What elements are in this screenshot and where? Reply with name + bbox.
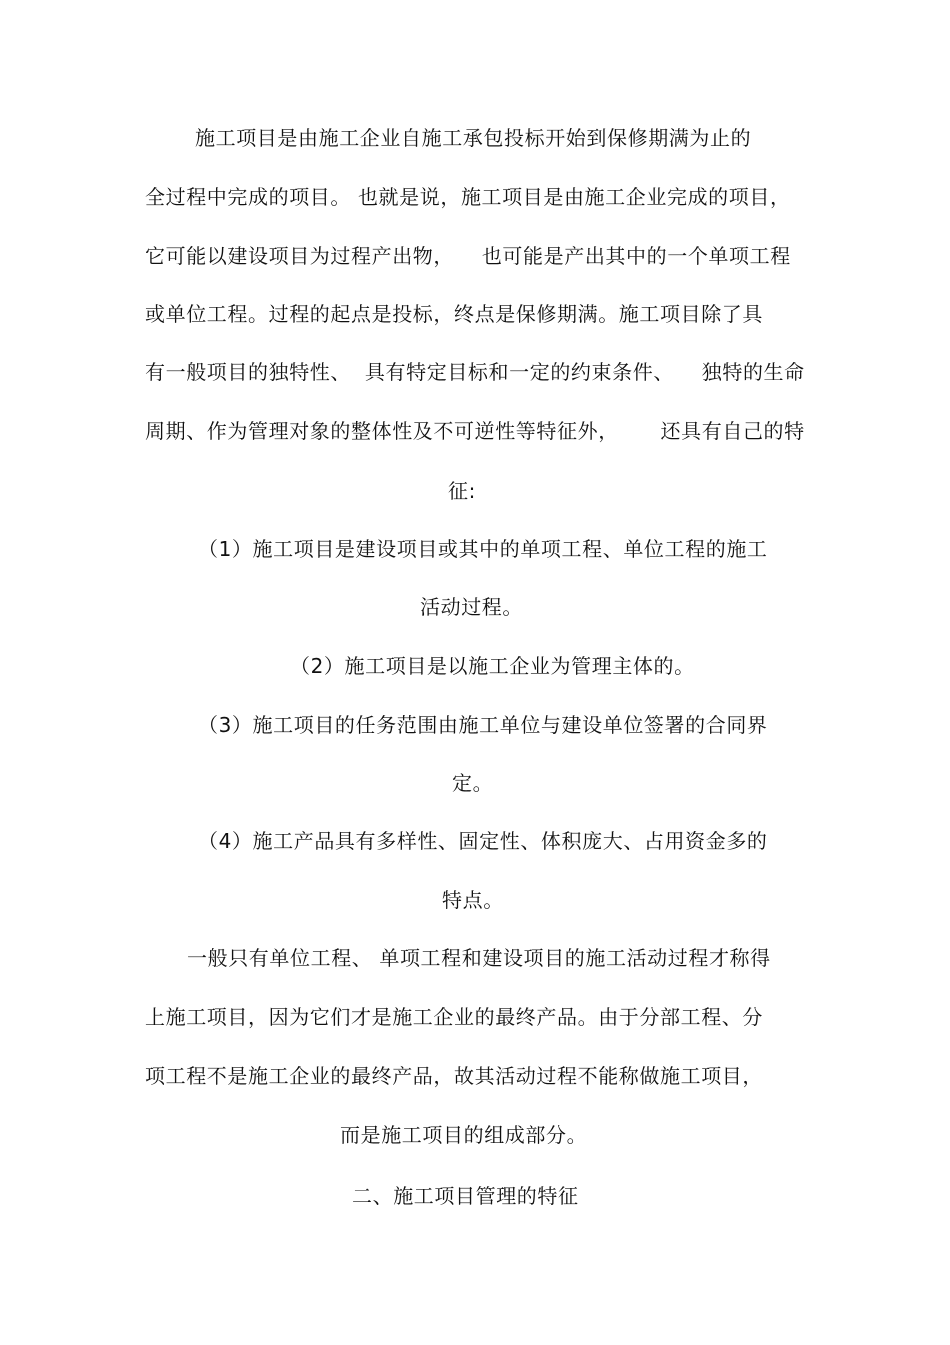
paragraph-line: 上施工项目，因为它们才是施工企业的最终产品。由于分部工程、分: [145, 1005, 763, 1029]
paragraph-line: 施工项目是由施工企业自施工承包投标开始到保修期满为止的: [195, 126, 752, 150]
list-item-1-line: （1）施工项目是建设项目或其中的单项工程、单位工程的施工: [198, 537, 768, 561]
paragraph-line: 或单位工程。过程的起点是投标，终点是保修期满。施工项目除了具: [145, 302, 763, 326]
paragraph-line: 一般只有单位工程、 单项工程和建设项目的施工活动过程才称得: [187, 946, 771, 970]
paragraph-line: 征:: [448, 479, 476, 503]
list-item-3-line: 定。: [452, 771, 494, 795]
paragraph-line: 它可能以建设项目为过程产出物， 也可能是产出其中的一个单项工程: [145, 244, 791, 268]
list-item-4-line: （4）施工产品具有多样性、固定性、体积庞大、占用资金多的: [198, 829, 768, 853]
list-item-2-line: （2）施工项目是以施工企业为管理主体的。: [290, 654, 695, 678]
list-item-4-line: 特点。: [442, 888, 504, 912]
paragraph-line: 全过程中完成的项目。 也就是说，施工项目是由施工企业完成的项目，: [145, 185, 791, 209]
list-item-3-line: （3）施工项目的任务范围由施工单位与建设单位签署的合同界: [198, 713, 768, 737]
paragraph-line: 有一般项目的独特性、 具有特定目标和一定的约束条件、 独特的生命: [145, 360, 805, 384]
section-heading: 二、施工项目管理的特征: [352, 1184, 579, 1208]
paragraph-line: 而是施工项目的组成部分。: [340, 1123, 588, 1147]
paragraph-line: 项工程不是施工企业的最终产品，故其活动过程不能称做施工项目，: [145, 1064, 763, 1088]
list-item-1-line: 活动过程。: [420, 595, 523, 619]
paragraph-line: 周期、作为管理对象的整体性及不可逆性等特征外， 还具有自己的特: [145, 419, 805, 443]
